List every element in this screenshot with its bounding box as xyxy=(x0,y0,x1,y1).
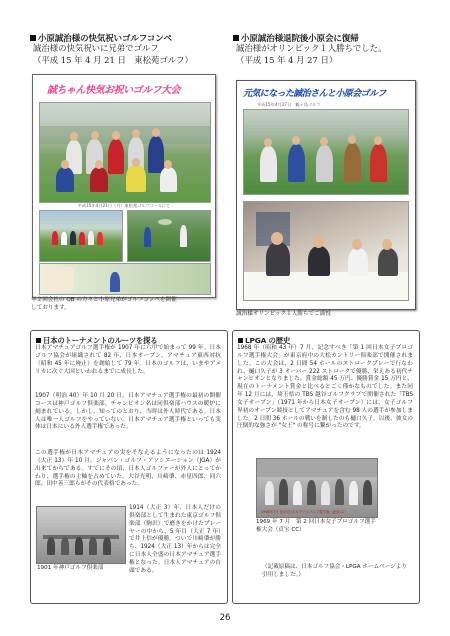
bullet-square-icon xyxy=(233,35,239,41)
right-banner: 元気になった誠治さんと小原会ゴルフ xyxy=(243,89,386,99)
lpga-source-note: （記載原稿は、日本ゴルフ協会・LPGA ホームページより引用しました。） xyxy=(262,564,407,578)
lpga-championship-photo xyxy=(256,458,378,518)
japan-paragraph-2: 1907（明治 40）年 10 月 20 日、日本アマチュア選手権の最初の開催コースは神戸ゴルフ倶楽部。チャンピオン名は同倶楽部ハウスの暖炉に刻まれている。しかし、知ってのとおり、当時は外人時代である。日本人は唯一人ゴルフをやっていない。日本アマチュア選手権といっても実体は日本にいる外人選手権であった。 xyxy=(35,393,221,431)
bullet-square-icon xyxy=(36,338,41,343)
lpga-photo-label: 1968年7月 第1回日本女子プロゴルフ選手権（鹿島CC） xyxy=(261,510,348,514)
kobe-club-photo xyxy=(36,506,126,564)
left-album-page xyxy=(32,74,216,298)
left-article-subtitle: 誠治様の快気祝いに兄弟でゴルフ （平成 15 年 4 月 21 日 東松苑ゴルフ） xyxy=(33,43,193,65)
japan-wrap-paragraph: 1914（大正 3）年、日本人だけの倶楽部として生まれた東京ゴルフ倶楽部（駒沢）で磨きをかけたプレーヤーの中から、5 年目（大正 7 年）で井上信が優勝。ついで川崎肇が勝ち、1924（大正 13）年からは完全に日本人全盛の日本アマチュア選手権となった。日本人アマチュアの台頭である。 xyxy=(129,505,221,574)
japan-paragraph-3: この選手権が日本アマチュアの実をそなえるようになったのは 1924（大正 13）年 10 月、ジャパン・ゴルフ・アソシエーション（JGA）が出来てからである。すでにその頃、日本人ゴルファーが外人にとってかわり、選手権の主軸を占めていた。大谷光明、川崎肇、赤星四郎、同六郎、田中善三郎らがその代表格であった。 xyxy=(35,450,221,488)
bullet-square-icon xyxy=(238,338,243,343)
right-album-note: 平成15年4月27日 鶴ヶ島ゴルフ xyxy=(257,102,321,107)
right-group-photo xyxy=(243,109,409,195)
right-article-title: 小原誠治様退院後小原会に復帰 xyxy=(233,32,359,44)
lpga-box-title: LPGA の歴史 xyxy=(238,335,290,346)
left-photo-caption: 年２回会社の OB の方々と小原兄弟がゴルフコンペを開催 しております。 xyxy=(31,297,177,311)
kobe-photo-caption: 1901 年神戸ゴルフ倶楽部 xyxy=(37,565,104,571)
group-photo xyxy=(39,102,211,203)
left-article-title: 小原誠治様の快気祝いゴルフコンペ xyxy=(30,32,172,44)
swing-photo xyxy=(127,210,211,262)
page-number: 26 xyxy=(219,613,231,623)
bullet-square-icon xyxy=(30,35,36,41)
left-banner: 誠ちゃん快気お祝いゴルフ大会 xyxy=(47,85,180,96)
lpga-photo-caption: 1969 年 7 月 第 2 回日本女子プロゴルフ選手権大会（貞宝 CC） xyxy=(256,519,376,533)
course-photo xyxy=(39,210,123,262)
right-photo-caption: 誠治様オリンピック１人勝ちでご満悦 xyxy=(236,311,331,317)
portrait-photo xyxy=(39,263,211,295)
album-note: 平成15年4月21日（月）東松苑ゴルフコースにて xyxy=(77,203,171,208)
japan-paragraph-1: 日本アマチュアゴルフ選手権が 1907 年に六甲で始まって 99 年。日本ゴルフ協会が組織されて 82 年、日本オープン、アマチュア東西対抗（昭和 45 年に廃止）を創始して 79 年。日本のゴルフは、いまやアメリカに次ぐ大国といわれるまでに成長した。 xyxy=(35,345,221,375)
celebration-photo xyxy=(243,201,409,301)
right-article-subtitle: 誠治様がオリンピック１人勝ちでした。 （平成 15 年 4 月 27 日） xyxy=(236,43,387,65)
right-album-page xyxy=(236,80,416,310)
lpga-paragraph: 1968 年（昭和 43 年）7 月、記念すべき「第 1 回日本女子プロゴルフ選手権大会」が東京府中の大松カントリー倶楽部で開催されました。この大会は、2 日間 54 ホールのストロークプレーで行なわれ、樋口久子が 3 オーバー 222 ストロークで優勝、栄えある初代チャンピオンとなりました。賞金総額 45 万円、優勝賞金 15 万円と、現在のトーナメント賞金と比べるとごく僅かなものでした。また同年 12 月には、埼玉県の TBS 越谷ゴルフクラブで開催された「TBS 女子オープン」（1971 年から日本女子オープン）には、女子ゴルフ界初のオープン競技としてアマチュアを含む 98 人の選手が参加しました。2 日間 36 ホールの戦いを制したのも樋口久子。以後、彼女の圧倒的な強さが "女王" の称号に繋がったのです。 xyxy=(237,345,413,430)
japan-box-title: 日本のトーナメントのルーツを探る xyxy=(36,335,157,346)
